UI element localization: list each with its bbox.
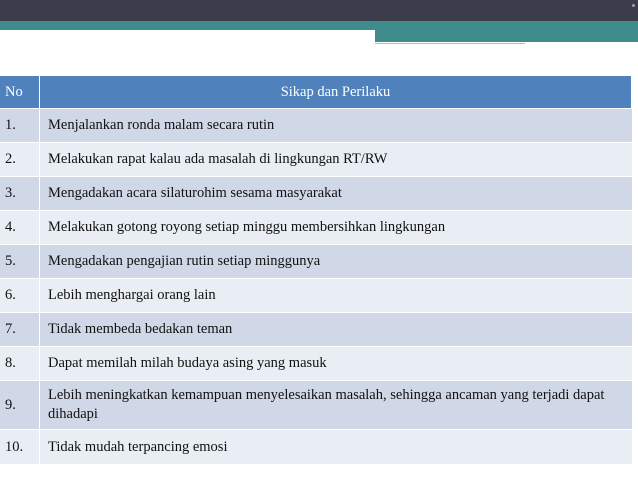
table-row	[0, 279, 632, 313]
table-header-row	[0, 76, 632, 109]
table-row	[0, 143, 632, 177]
row-text: Dapat memilah milah budaya asing yang masuk	[40, 347, 632, 381]
row-number: 8.	[0, 347, 40, 381]
row-text: Melakukan gotong royong setiap minggu membersihkan lingkungan	[40, 211, 632, 245]
row-text: Melakukan rapat kalau ada masalah di lingkungan RT/RW	[40, 143, 632, 177]
row-text: Lebih menghargai orang lain	[40, 279, 632, 313]
row-text: Mengadakan pengajian rutin setiap minggunya	[40, 245, 632, 279]
table-row	[0, 313, 632, 347]
slide-accent-box	[375, 30, 638, 42]
table-row	[0, 245, 632, 279]
row-text: Lebih meningkatkan kemampuan menyelesaikan masalah, sehingga ancaman yang terjadi dapat dihadapi	[40, 381, 632, 430]
row-number: 6.	[0, 279, 40, 313]
row-number: 4.	[0, 211, 40, 245]
row-number: 9.	[0, 381, 40, 430]
header-no: No	[0, 76, 40, 109]
row-number: 2.	[0, 143, 40, 177]
row-text: Mengadakan acara silaturohim sesama masyarakat	[40, 177, 632, 211]
row-number: 10.	[0, 430, 40, 465]
table-row	[0, 177, 632, 211]
row-number: 7.	[0, 313, 40, 347]
slide-top-bar	[0, 0, 638, 21]
row-text: Tidak membeda bedakan teman	[40, 313, 632, 347]
attitude-table-container	[0, 76, 632, 465]
row-text: Menjalankan ronda malam secara rutin	[40, 109, 632, 143]
slide-accent-band	[0, 21, 638, 30]
row-text: Tidak mudah terpancing emosi	[40, 430, 632, 465]
row-number: 1.	[0, 109, 40, 143]
slide-corner-dot	[632, 4, 635, 7]
slide-accent-line	[375, 43, 525, 44]
table-row	[0, 211, 632, 245]
table-row	[0, 109, 632, 143]
row-number: 5.	[0, 245, 40, 279]
table-row	[0, 430, 632, 465]
attitude-table	[0, 76, 632, 465]
table-row	[0, 381, 632, 430]
header-sikap-perilaku: Sikap dan Perilaku	[40, 76, 632, 109]
table-row	[0, 347, 632, 381]
row-number: 3.	[0, 177, 40, 211]
